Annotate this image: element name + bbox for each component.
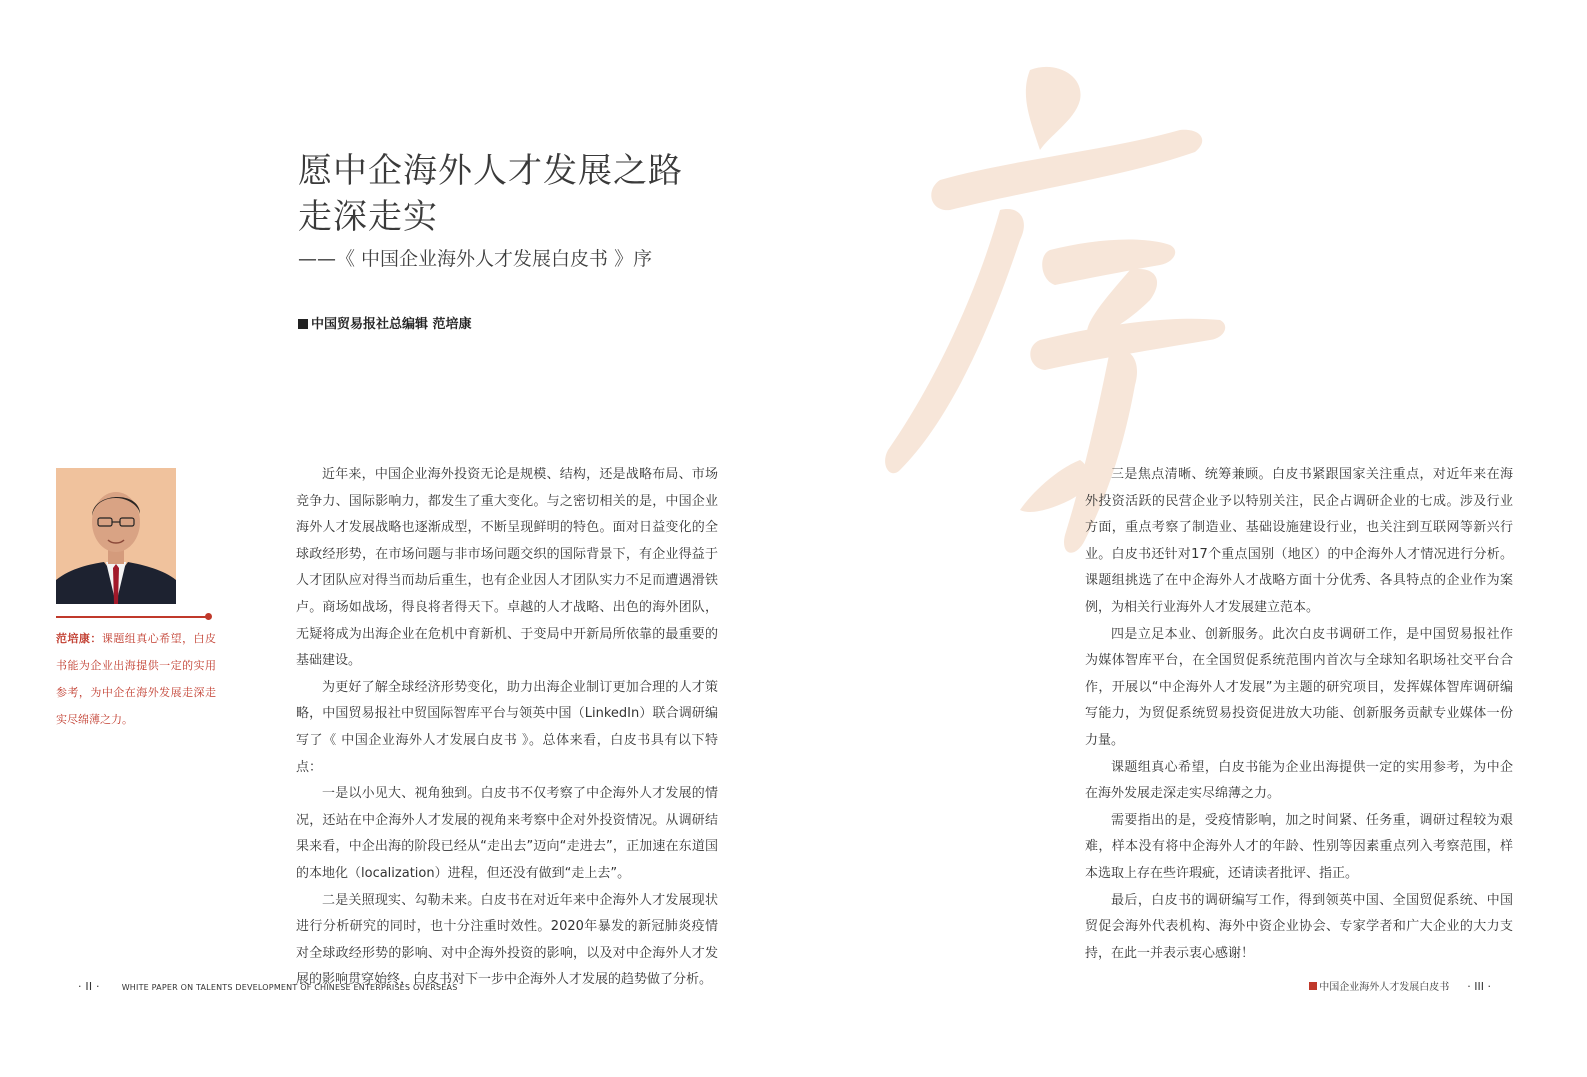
footer-left — [78, 980, 457, 993]
paragraph: 为更好了解全球经济形势变化，助力出海企业制订更加合理的人才策略，中国贸易报社中贸国际智库平台与领英中国（LinkedIn）联合调研编写了《 中国企业海外人才发展白皮书 》。总体来看，白皮书具有以下特点： — [296, 679, 718, 775]
paragraph: 三是焦点清晰、统筹兼顾。白皮书紧跟国家关注重点，对近年来在海外投资活跃的民营企业予以特别关注，民企占调研企业的七成。涉及行业方面，重点考察了制造业、基础设施建设行业，也关注到互联网等新兴行业。白皮书还针对17个重点国别（地区）的中企海外人才情况进行分析。课题组挑选了在中企海外人才战略方面十分优秀、各具特点的企业作为案例，为相关行业海外人才发展建立范本。 — [1085, 467, 1513, 615]
caption-rule — [56, 616, 208, 618]
body-column-right — [1085, 462, 1513, 967]
page-number-right: · III · — [1467, 980, 1491, 993]
footer-right — [1309, 978, 1491, 993]
spread-gutter — [793, 0, 794, 1077]
paragraph: 近年来，中国企业海外投资无论是规模、结构，还是战略布局、市场竞争力、国际影响力，都发生了重大变化。与之密切相关的是，中国企业海外人才发展战略也逐渐成型，不断呈现鲜明的特色。面对日益变化的全球政经形势，在市场问题与非市场问题交织的国际背景下，有企业得益于人才团队应对得当而劫后重生，也有企业因人才团队实力不足而遭遇滑铁卢。商场如战场，得良将者得天下。卓越的人才战略、出色的海外团队，无疑将成为出海企业在危机中育新机、于变局中开新局所依靠的最重要的基础建设。 — [296, 467, 718, 669]
square-bullet-icon — [298, 319, 308, 329]
caption-name: 范培康： — [56, 632, 102, 645]
body-column-left — [296, 462, 718, 994]
portrait-person-icon — [56, 468, 176, 604]
caption-text: 课题组真心希望，白皮书能为企业出海提供一定的实用参考，为中企在海外发展走深走实尽绵薄之力。 — [56, 632, 217, 726]
footer-right-title: 中国企业海外人才发展白皮书 — [1319, 982, 1450, 993]
portrait-caption — [56, 625, 216, 733]
paragraph: 需要指出的是，受疫情影响，加之时间紧、任务重，调研过程较为艰难，样本没有将中企海外人才的年龄、性别等因素重点列入考察范围，样本选取上存在些许瑕疵，还请读者批评、指正。 — [1085, 812, 1513, 881]
footer-left-title: WHITE PAPER ON TALENTS DEVELOPMENT OF CHINESE ENTERPRISES OVERSEAS — [121, 983, 458, 992]
red-square-icon — [1309, 982, 1317, 990]
author-portrait — [56, 468, 176, 604]
paragraph: 二是关照现实、勾勒未来。白皮书在对近年来中企海外人才发展现状进行分析研究的同时，也十分注重时效性。2020年暴发的新冠肺炎疫情对全球政经形势的影响、对中企海外投资的影响，以及对中企海外人才发展的影响贯穿始终，白皮书对下一步中企海外人才发展的趋势做了分析。 — [296, 892, 718, 988]
article-header — [298, 148, 758, 272]
page-title-line2: 走深走实 — [298, 197, 438, 237]
paragraph: 四是立足本业、创新服务。此次白皮书调研工作，是中国贸易报社作为媒体智库平台，在全国贸促系统范围内首次与全球知名职场社交平台合作，开展以“中企海外人才发展”为主题的研究项目，发挥媒体智库调研编写能力，为贸促系统贸易投资促进放大功能、创新服务贡献专业媒体一份力量。 — [1085, 626, 1513, 748]
caption-dot-icon — [205, 613, 212, 620]
page-number-left: · II · — [78, 980, 100, 993]
page-title-line1: 愿中企海外人才发展之路 — [298, 151, 683, 191]
author-byline — [298, 313, 472, 332]
paragraph: 课题组真心希望，白皮书能为企业出海提供一定的实用参考，为中企在海外发展走深走实尽绵薄之力。 — [1085, 759, 1513, 802]
page-subtitle: ——《 中国企业海外人才发展白皮书 》序 — [298, 248, 653, 270]
paragraph: 一是以小见大、视角独到。白皮书不仅考察了中企海外人才发展的情况，还站在中企海外人才发展的视角来考察中企对外投资情况。从调研结果来看，中企出海的阶段已经从“走出去”迈向“走进去”，正加速在东道国的本地化（localization）进程，但还没有做到“走上去”。 — [296, 786, 718, 881]
paragraph: 最后，白皮书的调研编写工作，得到领英中国、全国贸促系统、中国贸促会海外代表机构、海外中资企业协会、专家学者和广大企业的大力支持，在此一并表示衷心感谢！ — [1085, 892, 1513, 961]
author-name: 中国贸易报社总编辑 范培康 — [311, 317, 472, 332]
